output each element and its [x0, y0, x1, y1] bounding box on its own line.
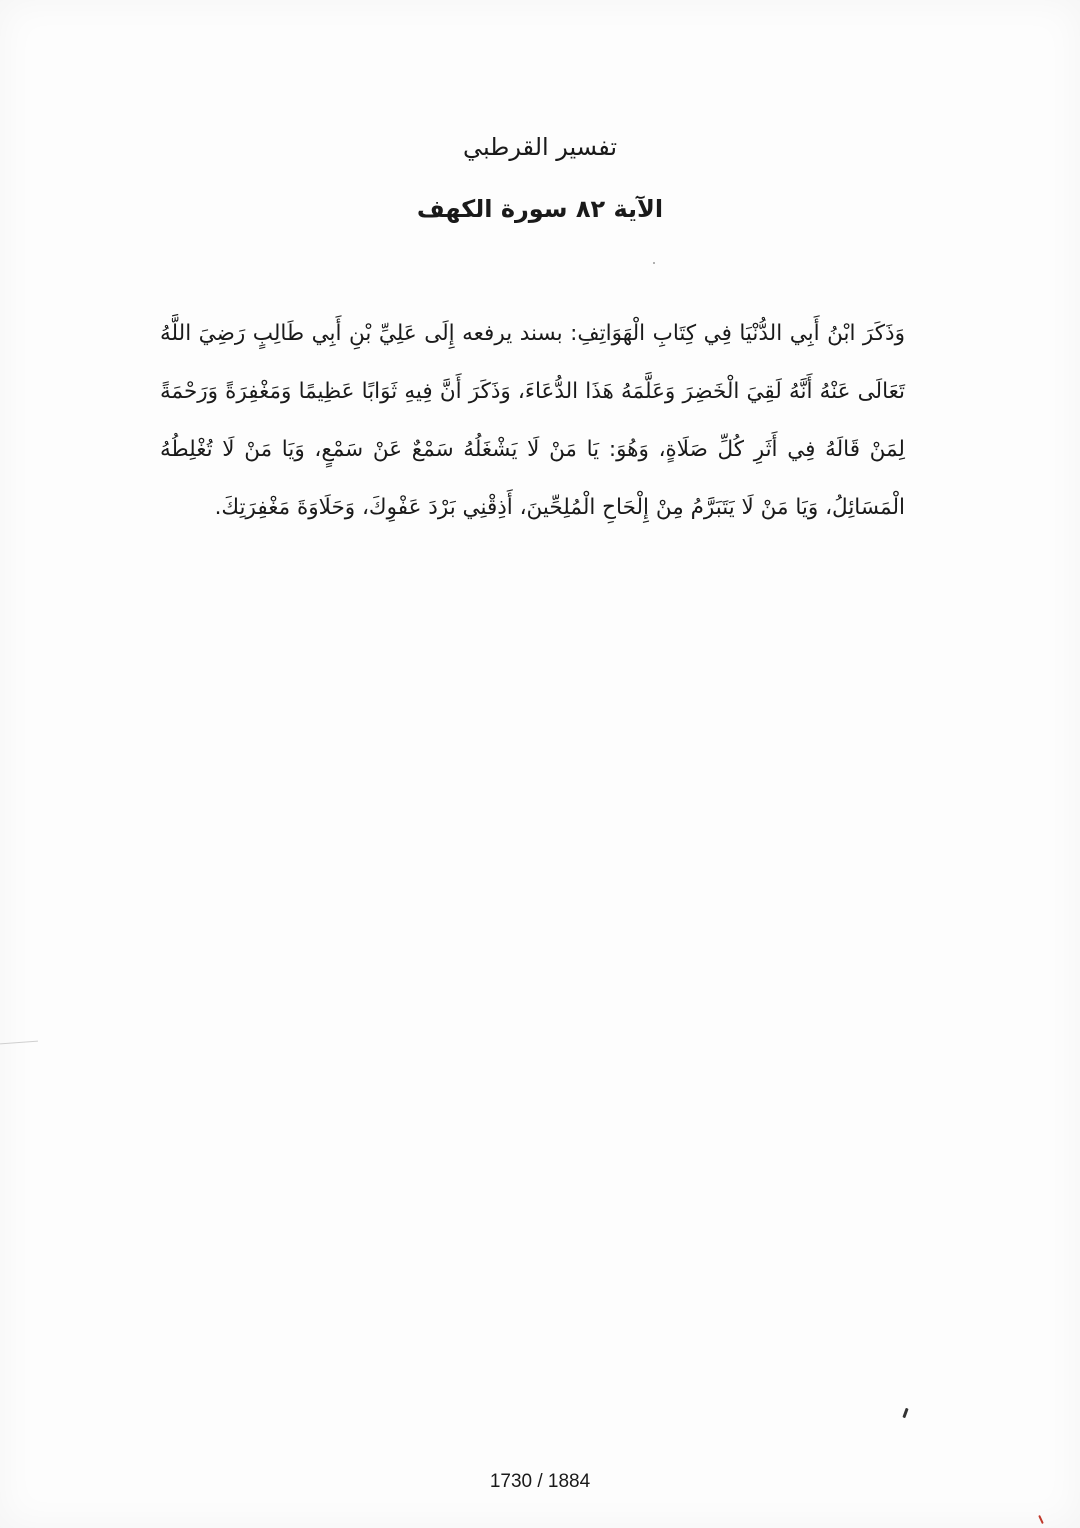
document-title: تفسير القرطبي — [462, 133, 618, 161]
scan-edge-mark — [0, 1041, 38, 1045]
document-body-paragraph: وَذَكَرَ ابْنُ أَبِي الدُّنْيَا فِي كِتَابِ الْهَوَاتِفِ: بسند يرفعه إِلَى عَلِيِّ بْنِ أَبِي طَالِبٍ رَضِيَ اللَّهُ تَعَالَى عَنْهُ أَنَّهُ لَقِيَ الْخَضِرَ وَعَلَّمَهُ هَذَا الدُّعَاءَ، وَذَكَرَ أَنَّ فِيهِ ثَوَابًا عَظِيمًا وَمَغْفِرَةً وَرَحْمَةً لِمَنْ قَالَهُ فِي أَثَرِ كُلِّ صَلَاةٍ، وَهُوَ: يَا مَنْ لَا يَشْغَلُهُ سَمْعٌ عَنْ سَمْعٍ، وَيَا مَنْ لَا تُغْلِطُهُ الْمَسَائِلُ، وَيَا مَنْ لَا يَتَبَرَّمُ مِنْ إِلْحَاحِ الْمُلِحِّينَ، أَذِقْنِي بَرْدَ عَفْوِكَ، وَحَلَاوَةَ مَغْفِرَتِكَ. — [160, 321, 905, 520]
ink-speck — [1038, 1515, 1044, 1524]
page-number: 1730 / 1884 — [489, 1471, 591, 1492]
ink-speck — [902, 1408, 908, 1418]
ink-speck — [653, 262, 655, 264]
document-subtitle: الآية ٨٢ سورة الكهف — [416, 195, 664, 223]
